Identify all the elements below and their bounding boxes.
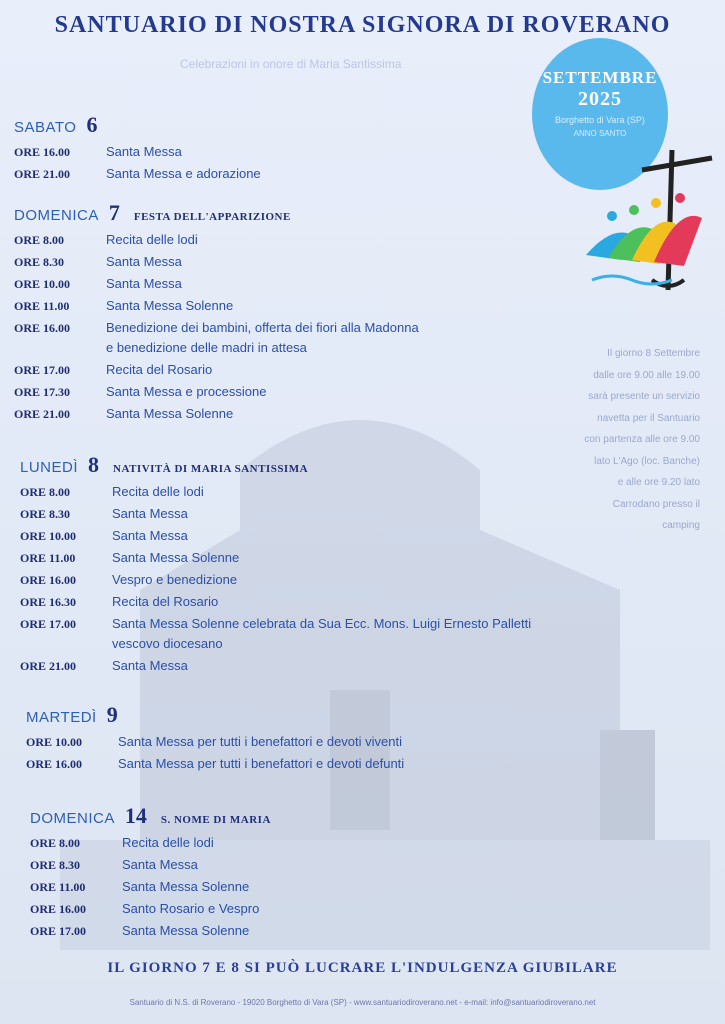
event-line: e benedizione delle madri in attesa [106, 340, 307, 355]
indulgence-note: IL GIORNO 7 E 8 SI PUÒ LUCRARE L'INDULGENZA GIUBILARE [107, 960, 618, 976]
schedule-row [20, 548, 592, 568]
event-description [122, 877, 602, 897]
schedule-row [14, 274, 586, 294]
day-block [30, 803, 602, 941]
schedule-row [14, 164, 586, 184]
schedule-row [14, 382, 586, 402]
event-description [112, 614, 592, 654]
event-description [122, 899, 602, 919]
time-label: ORE 16.30 [20, 595, 77, 609]
event-description [106, 318, 586, 358]
time-label: ORE 16.00 [30, 902, 87, 916]
event-description [112, 526, 592, 546]
day-name: LUNEDÌ [20, 459, 79, 476]
day-heading [14, 200, 586, 228]
time-label: ORE 11.00 [20, 551, 76, 565]
shuttle-line: dalle ore 9.00 alle 19.00 [593, 369, 700, 381]
day-name: DOMENICA [30, 810, 115, 827]
time-label: ORE 11.00 [14, 299, 70, 313]
event-line: Vespro e benedizione [112, 572, 238, 587]
event-line: Santa Messa Solenne [106, 406, 234, 421]
event-line: Santa Messa e adorazione [106, 166, 261, 181]
event-line: Santa Messa [112, 658, 188, 673]
time-label: ORE 17.00 [20, 617, 77, 631]
day-num: 7 [108, 200, 120, 225]
event-line: Santa Messa e processione [106, 384, 267, 399]
day-block [14, 112, 586, 184]
event-description [106, 274, 586, 294]
time-label: ORE 17.00 [14, 363, 71, 377]
schedule-row [20, 614, 592, 654]
shuttle-line: navetta per il Santuario [597, 412, 700, 424]
event-description [118, 754, 598, 774]
page-subtitle: Celebrazioni in onore di Maria Santissima [180, 57, 402, 71]
event-line: Santa Messa Solenne [122, 879, 250, 894]
time-label: ORE 10.00 [14, 277, 71, 291]
event-description [106, 252, 586, 272]
day-name: MARTEDÌ [26, 709, 97, 726]
time-label: ORE 17.00 [30, 924, 87, 938]
time-label: ORE 17.30 [14, 385, 71, 399]
schedule-row [30, 833, 602, 853]
event-description [118, 732, 598, 752]
time-label: ORE 16.00 [14, 145, 71, 159]
event-description [106, 296, 586, 316]
event-line: Recita del Rosario [112, 594, 219, 609]
event-line: Santa Messa Solenne [106, 298, 234, 313]
time-label: ORE 8.00 [20, 485, 71, 499]
day-name: DOMENICA [14, 207, 99, 224]
event-line: Benedizione dei bambini, offerta dei fiori alla Madonna [106, 320, 419, 335]
event-description [122, 921, 602, 941]
badge-year: 2025 [578, 88, 622, 110]
schedule-row [26, 754, 598, 774]
day-num: 9 [106, 702, 118, 727]
event-line: Santa Messa [112, 528, 188, 543]
event-description [112, 656, 592, 676]
event-line: Santa Messa [106, 254, 182, 269]
time-label: ORE 8.00 [14, 233, 65, 247]
day-num: 14 [124, 803, 147, 828]
event-line: Santo Rosario e Vespro [122, 901, 260, 916]
time-label: ORE 8.30 [20, 507, 71, 521]
schedule-row [30, 877, 602, 897]
event-description [106, 382, 586, 402]
schedule-row [30, 899, 602, 919]
event-line: Santa Messa per tutti i benefattori e devoti viventi [118, 734, 402, 749]
schedule-row [20, 656, 592, 676]
event-description [112, 504, 592, 524]
event-line: Santa Messa [122, 857, 198, 872]
schedule-row [20, 482, 592, 502]
time-label: ORE 16.00 [20, 573, 77, 587]
event-line: Santa Messa Solenne [112, 550, 240, 565]
badge-month: SETTEMBRE [542, 68, 658, 87]
event-description [112, 482, 592, 502]
time-label: ORE 16.00 [14, 321, 71, 335]
time-label: ORE 21.00 [14, 167, 71, 181]
day-block [14, 200, 586, 424]
day-heading [20, 452, 592, 480]
event-line: Santa Messa Solenne [122, 923, 250, 938]
event-description [106, 142, 586, 162]
event-line: Santa Messa [112, 506, 188, 521]
schedule-row [30, 855, 602, 875]
day-num: 8 [88, 452, 100, 477]
event-line: Santa Messa [106, 144, 182, 159]
day-heading [26, 702, 598, 730]
day-feast: S. NOME DI MARIA [160, 814, 271, 826]
schedule-row [14, 142, 586, 162]
time-label: ORE 8.00 [30, 836, 81, 850]
time-label: ORE 8.30 [30, 858, 81, 872]
day-block [26, 702, 598, 774]
page-title: SANTUARIO DI NOSTRA SIGNORA DI ROVERANO [54, 12, 671, 38]
time-label: ORE 8.30 [14, 255, 65, 269]
time-label: ORE 21.00 [14, 407, 71, 421]
time-label: ORE 10.00 [20, 529, 77, 543]
shuttle-line: camping [662, 520, 700, 531]
event-line: Recita del Rosario [106, 362, 213, 377]
event-line: Santa Messa Solenne celebrata da Sua Ecc. Mons. Luigi Ernesto Palletti [112, 616, 532, 631]
schedule-row [26, 732, 598, 752]
event-line: Recita delle lodi [112, 484, 204, 499]
event-line: Santa Messa [106, 276, 182, 291]
shuttle-line: lato L'Ago (loc. Banche) [594, 455, 700, 467]
event-description [106, 404, 586, 424]
event-line: vescovo diocesano [112, 636, 223, 651]
time-label: ORE 10.00 [26, 735, 83, 749]
event-description [106, 164, 586, 184]
event-description [112, 570, 592, 590]
schedule-row [20, 570, 592, 590]
day-heading [14, 112, 586, 140]
shuttle-line: sarà presente un servizio [588, 391, 700, 402]
event-description [112, 592, 592, 612]
schedule-row [14, 360, 586, 380]
schedule-row [20, 504, 592, 524]
schedule-row [14, 230, 586, 250]
schedule-row [14, 252, 586, 272]
day-feast: FESTA DELL'APPARIZIONE [133, 211, 291, 223]
shuttle-line: Carrodano presso il [612, 498, 700, 510]
event-description [122, 833, 602, 853]
event-line: Recita delle lodi [106, 232, 198, 247]
event-line: Santa Messa per tutti i benefattori e devoti defunti [118, 756, 405, 771]
badge-place: Borghetto di Vara (SP) [555, 115, 645, 125]
schedule-row [14, 318, 586, 358]
event-description [106, 230, 586, 250]
day-block [20, 452, 592, 676]
event-description [106, 360, 586, 380]
day-name: SABATO [14, 119, 77, 136]
shuttle-line: Il giorno 8 Settembre [607, 348, 700, 359]
time-label: ORE 11.00 [30, 880, 86, 894]
schedule-row [20, 592, 592, 612]
time-label: ORE 21.00 [20, 659, 77, 673]
schedule-row [20, 526, 592, 546]
event-description [122, 855, 602, 875]
day-num: 6 [86, 112, 98, 137]
contact-info: Santuario di N.S. di Roverano - 19020 Borghetto di Vara (SP) - www.santuariodiroverano.net - e-mail: info@santuariodiroverano.net [129, 998, 596, 1007]
event-description [112, 548, 592, 568]
schedule-row [14, 296, 586, 316]
schedule-row [14, 404, 586, 424]
shuttle-line: e alle ore 9.20 lato [617, 477, 700, 488]
day-feast: NATIVITÀ DI MARIA SANTISSIMA [113, 463, 309, 475]
event-line: Recita delle lodi [122, 835, 214, 850]
jubilee-logo-icon [582, 140, 718, 300]
schedule-row [30, 921, 602, 941]
time-label: ORE 16.00 [26, 757, 83, 771]
day-heading [30, 803, 602, 831]
badge-note: ANNO SANTO [573, 129, 627, 138]
shuttle-line: con partenza alle ore 9.00 [584, 434, 700, 445]
shuttle-note [530, 343, 700, 537]
